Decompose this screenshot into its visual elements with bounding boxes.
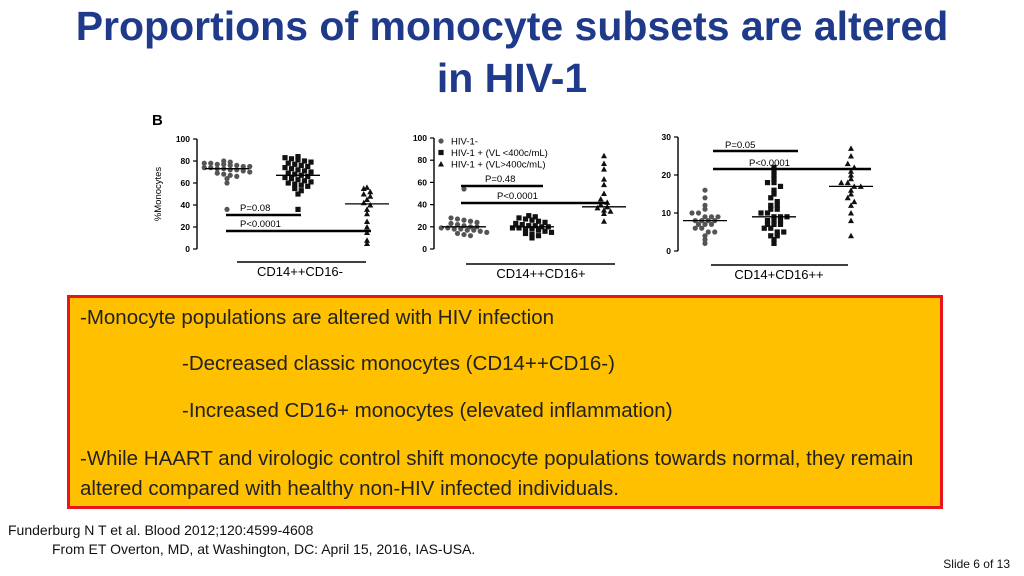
p-value-label: P<0.0001: [749, 158, 790, 169]
summary-box: [67, 295, 943, 509]
data-point-triangle: [598, 196, 604, 202]
x-axis-label: CD14++CD16-: [257, 264, 343, 279]
data-point-square: [542, 229, 547, 234]
y-tick-label: 20: [417, 221, 427, 232]
data-point-square: [778, 222, 783, 227]
data-point-square: [781, 229, 786, 234]
data-point-triangle: [848, 233, 854, 239]
data-point-square: [536, 233, 541, 238]
data-point-square: [542, 220, 547, 225]
data-point-square: [295, 191, 300, 196]
data-point-circle: [445, 225, 450, 230]
data-point-circle: [247, 169, 252, 174]
data-point-triangle: [851, 199, 857, 205]
y-tick-label: 30: [661, 132, 671, 142]
legend-marker-triangle: [438, 161, 444, 167]
title-line-1: Proportions of monocyte subsets are altered: [75, 3, 949, 49]
data-point-square: [768, 226, 773, 231]
p-value-label: P=0.08: [240, 203, 271, 214]
y-tick-label: 20: [661, 170, 671, 180]
y-tick-label: 80: [180, 156, 190, 166]
data-point-square: [765, 180, 770, 185]
y-tick-label: 10: [661, 208, 671, 218]
data-point-triangle: [364, 219, 370, 225]
data-point-triangle: [845, 161, 851, 167]
data-point-circle: [474, 220, 479, 225]
data-point-triangle: [601, 182, 607, 188]
data-point-square: [282, 155, 287, 160]
data-point-triangle: [361, 191, 367, 197]
data-point-square: [771, 241, 776, 246]
y-tick-label: 100: [412, 133, 427, 143]
citation-primary: Funderburg N T et al. Blood 2012;120:4599-4608: [8, 522, 314, 538]
data-point-circle: [455, 216, 460, 221]
data-point-triangle: [848, 210, 854, 216]
data-point-circle: [461, 232, 466, 237]
data-point-square: [292, 186, 297, 191]
y-tick-label: 80: [417, 155, 427, 166]
legend-marker-square: [438, 150, 443, 155]
data-point-circle: [448, 215, 453, 220]
data-point-circle: [228, 167, 233, 172]
data-point-triangle: [848, 218, 854, 224]
y-tick-label: 0: [185, 244, 190, 254]
data-point-circle: [221, 172, 226, 177]
p-value-label: P=0.05: [725, 140, 756, 151]
data-point-circle: [484, 230, 489, 235]
data-point-square: [295, 207, 300, 212]
data-point-square: [516, 225, 521, 230]
data-point-triangle: [601, 191, 607, 197]
data-point-triangle: [367, 202, 373, 208]
data-point-circle: [709, 222, 714, 227]
slide-number: Slide 6 of 13: [943, 557, 1010, 571]
legend-entry: HIV-1 + (VL <400c/mL): [451, 148, 548, 159]
data-point-square: [536, 228, 541, 233]
data-point-circle: [689, 210, 694, 215]
legend-marker-circle: [438, 138, 443, 143]
citation-source: From ET Overton, MD, at Washington, DC: April 15, 2016, IAS-USA.: [52, 541, 476, 557]
data-point-triangle: [848, 153, 854, 159]
data-point-square: [523, 216, 528, 221]
data-point-circle: [712, 229, 717, 234]
data-point-square: [516, 215, 521, 220]
data-point-square: [775, 207, 780, 212]
y-tick-label: 60: [180, 178, 190, 188]
data-point-triangle: [601, 166, 607, 172]
data-point-circle: [693, 226, 698, 231]
panel-label: B: [152, 112, 163, 129]
x-axis-label: CD14++CD16+: [496, 266, 586, 281]
data-point-circle: [465, 228, 470, 233]
y-tick-label: 100: [175, 134, 190, 144]
legend-entry: HIV-1 + (VL>400c/mL): [451, 159, 546, 171]
p-value-label: P=0.48: [485, 174, 516, 185]
data-point-circle: [234, 167, 239, 172]
data-point-triangle: [838, 180, 844, 186]
data-point-triangle: [601, 176, 607, 182]
data-point-square: [536, 219, 541, 224]
y-tick-label: 0: [422, 244, 427, 254]
data-point-circle: [202, 165, 207, 170]
data-point-square: [771, 180, 776, 185]
data-point-square: [523, 231, 528, 236]
data-point-square: [758, 210, 763, 215]
data-point-circle: [471, 228, 476, 233]
y-tick-label: 20: [180, 222, 190, 232]
y-tick-label: 40: [417, 199, 427, 210]
data-point-circle: [439, 225, 444, 230]
data-point-circle: [468, 233, 473, 238]
data-point-square: [286, 180, 291, 185]
data-point-square: [529, 235, 534, 240]
data-point-circle: [461, 186, 466, 191]
data-point-square: [510, 225, 515, 230]
data-point-triangle: [601, 218, 607, 224]
summary-line-4: -While HAART and virologic control shift monocyte populations towards normal, they remain altered compared with healthy non-HIV infected individuals.: [80, 447, 914, 500]
y-tick-label: 60: [417, 177, 427, 188]
summary-line-1: -Monocyte populations are altered with HIV infection: [80, 306, 555, 329]
data-point-circle: [702, 241, 707, 246]
data-point-circle: [702, 207, 707, 212]
p-value-label: P<0.0001: [497, 191, 538, 202]
data-point-circle: [215, 171, 220, 176]
data-point-triangle: [601, 161, 607, 167]
x-axis-label: CD14+CD16++: [734, 267, 824, 282]
summary-line-2: -Decreased classic monocytes (CD14++CD16-): [182, 352, 615, 375]
summary-line-3: -Increased CD16+ monocytes (elevated inflammation): [182, 399, 673, 422]
data-point-triangle: [364, 224, 370, 230]
data-point-circle: [224, 207, 229, 212]
data-point-circle: [461, 218, 466, 223]
data-point-square: [549, 230, 554, 235]
data-point-circle: [699, 226, 704, 231]
data-point-square: [762, 226, 767, 231]
p-value-label: P<0.0001: [240, 219, 281, 230]
data-point-square: [529, 218, 534, 223]
y-axis-label: %Monocytes: [153, 166, 164, 222]
data-point-circle: [696, 210, 701, 215]
data-point-square: [778, 184, 783, 189]
data-point-circle: [702, 188, 707, 193]
data-point-circle: [224, 180, 229, 185]
data-point-square: [305, 184, 310, 189]
data-point-square: [768, 195, 773, 200]
data-point-square: [299, 183, 304, 188]
y-tick-label: 40: [180, 200, 190, 210]
data-point-circle: [455, 231, 460, 236]
data-point-square: [282, 165, 287, 170]
data-point-square: [765, 210, 770, 215]
y-tick-label: 0: [666, 246, 671, 256]
data-point-square: [513, 221, 518, 226]
data-point-triangle: [848, 145, 854, 151]
data-point-circle: [208, 165, 213, 170]
data-point-circle: [702, 195, 707, 200]
title-line-2: in HIV-1: [436, 55, 588, 101]
data-point-circle: [478, 229, 483, 234]
data-point-triangle: [601, 153, 607, 159]
data-point-circle: [468, 219, 473, 224]
legend-entry: HIV-1-: [451, 136, 478, 148]
data-point-circle: [234, 174, 239, 179]
data-point-circle: [448, 221, 453, 226]
